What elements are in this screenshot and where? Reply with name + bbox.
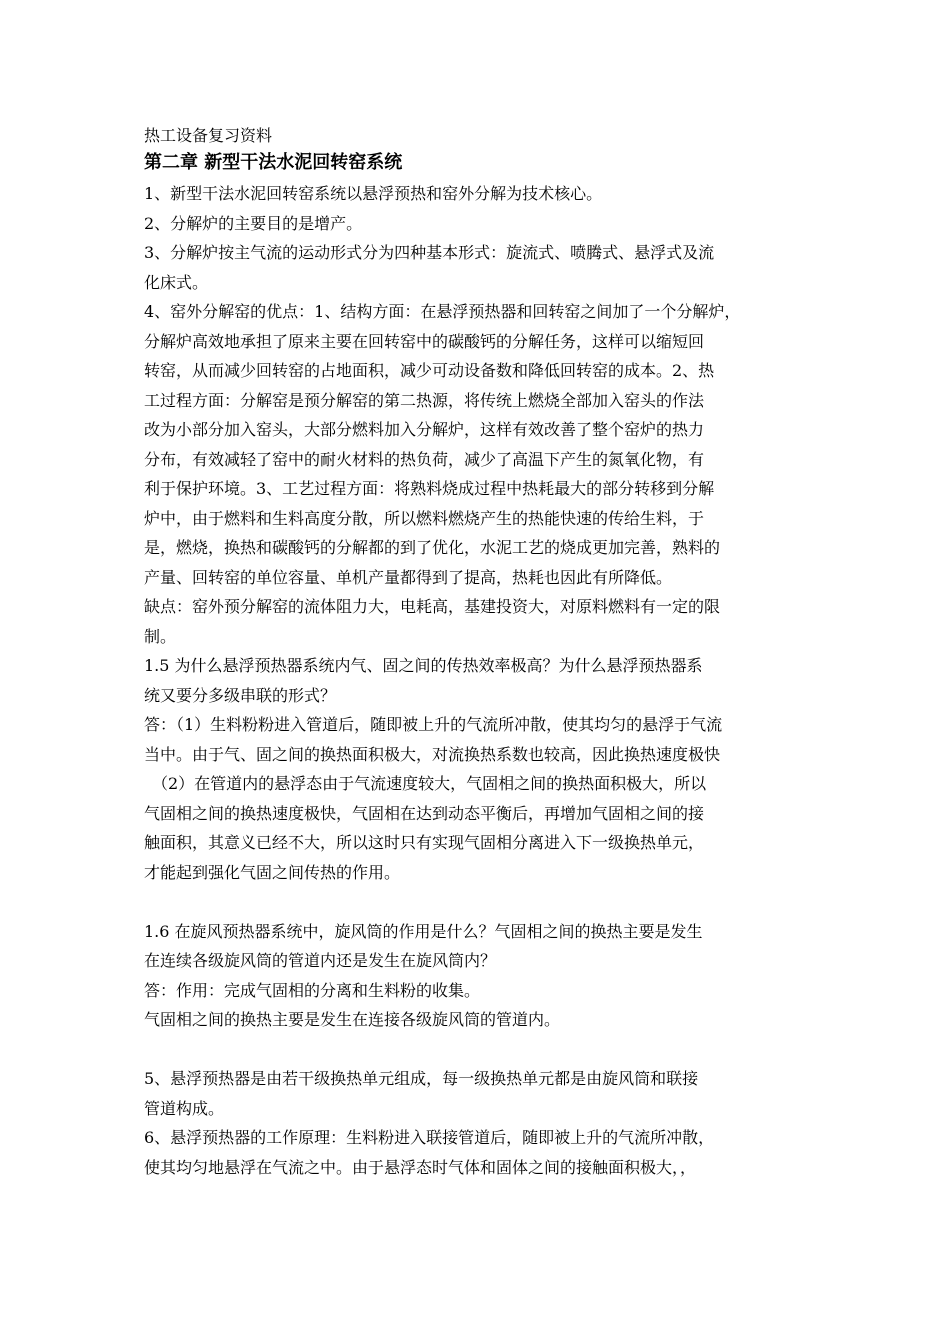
- text-line: 缺点：窑外预分解窑的流体阻力大，电耗高，基建投资大，对原料燃料有一定的限: [144, 597, 721, 616]
- text-line: （2）在管道内的悬浮态由于气流速度较大，气固相之间的换热面积极大，所以: [144, 774, 707, 793]
- blank-line: [144, 1035, 814, 1065]
- text-line: 气固相之间的换热主要是发生在连接各级旋风筒的管道内。: [144, 1010, 561, 1029]
- text-line: 2、分解炉的主要目的是增产。: [144, 213, 363, 233]
- text-line: 1、新型干法水泥回转窑系统以悬浮预热和窑外分解为技术核心。: [144, 184, 603, 203]
- text-line: 炉中，由于燃料和生料高度分散，所以燃料燃烧产生的热能快速的传给生料，于: [144, 508, 705, 528]
- text-line: 分解炉高效地承担了原来主要在回转窑中的碳酸钙的分解任务，这样可以缩短回: [144, 331, 705, 351]
- text-line: 当中。由于气、固之间的换热面积极大，对流换热系数也较高，因此换热速度极快: [144, 744, 721, 764]
- text-line: 才能起到强化气固之间传热的作用。: [144, 862, 401, 882]
- chapter-title: 第二章 新型干法水泥回转窑系统: [144, 152, 403, 173]
- document-body: [144, 123, 814, 1182]
- text-line: 使其均匀地悬浮在气流之中。由于悬浮态时气体和固体之间的接触面积极大，，: [144, 1157, 697, 1177]
- text-line: 制。: [144, 626, 177, 646]
- text-line: 分布，有效减轻了窑中的耐火材料的热负荷，减少了高温下产生的氮氧化物，有: [144, 449, 705, 469]
- text-line: 4、窑外分解窑的优点：1、结构方面：在悬浮预热器和回转窑之间加了一个分解炉，: [144, 302, 741, 321]
- text-line: 化床式。: [144, 272, 209, 292]
- blank-line: [144, 887, 814, 917]
- text-line: 产量、回转窑的单位容量、单机产量都得到了提高，热耗也因此有所降低。: [144, 567, 673, 587]
- text-lines: [144, 179, 814, 1182]
- text-line: 利于保护环境。3、工艺过程方面：将熟料烧成过程中热耗最大的部分转移到分解: [144, 479, 715, 498]
- text-line: 转窑，从而减少回转窑的占地面积，减少可动设备数和降低回转窑的成本。2、热: [144, 361, 715, 380]
- text-line: 触面积，其意义已经不大，所以这时只有实现气固相分离进入下一级换热单元，: [144, 833, 705, 852]
- text-line: 6、悬浮预热器的工作原理：生料粉进入联接管道后，随即被上升的气流所冲散，: [144, 1128, 715, 1147]
- text-line: 1.6 在旋风预热器系统中，旋风筒的作用是什么？气固相之间的换热主要是发生: [144, 921, 703, 941]
- text-line: 工过程方面：分解窑是预分解窑的第二热源，将传统上燃烧全部加入窑头的作法: [144, 390, 705, 410]
- text-line: 在连续各级旋风筒的管道内还是发生在旋风筒内？: [144, 951, 497, 970]
- text-line: 1.5 为什么悬浮预热器系统内气、固之间的传热效率极高？为什么悬浮预热器系: [144, 656, 703, 675]
- text-line: 气固相之间的换热速度极快，气固相在达到动态平衡后，再增加气固相之间的接: [144, 803, 705, 823]
- text-line: 3、分解炉按主气流的运动形式分为四种基本形式：旋流式、喷腾式、悬浮式及流: [144, 243, 715, 262]
- text-line: 管道构成。: [144, 1098, 225, 1118]
- text-line: 答：作用：完成气固相的分离和生料粉的收集。: [144, 980, 481, 1000]
- text-line: 5、悬浮预热器是由若干级换热单元组成，每一级换热单元都是由旋风筒和联接: [144, 1069, 699, 1088]
- text-line: 改为小部分加入窑头，大部分燃料加入分解炉，这样有效改善了整个窑炉的热力: [144, 420, 705, 439]
- text-line: 答：（1）生料粉粉进入管道后，随即被上升的气流所冲散，使其均匀的悬浮于气流: [144, 715, 723, 734]
- document-label: 热工设备复习资料: [144, 126, 273, 145]
- text-line: 统又要分多级串联的形式？: [144, 685, 337, 705]
- text-line: 是，燃烧，换热和碳酸钙的分解都的到了优化，水泥工艺的烧成更加完善，熟料的: [144, 538, 721, 557]
